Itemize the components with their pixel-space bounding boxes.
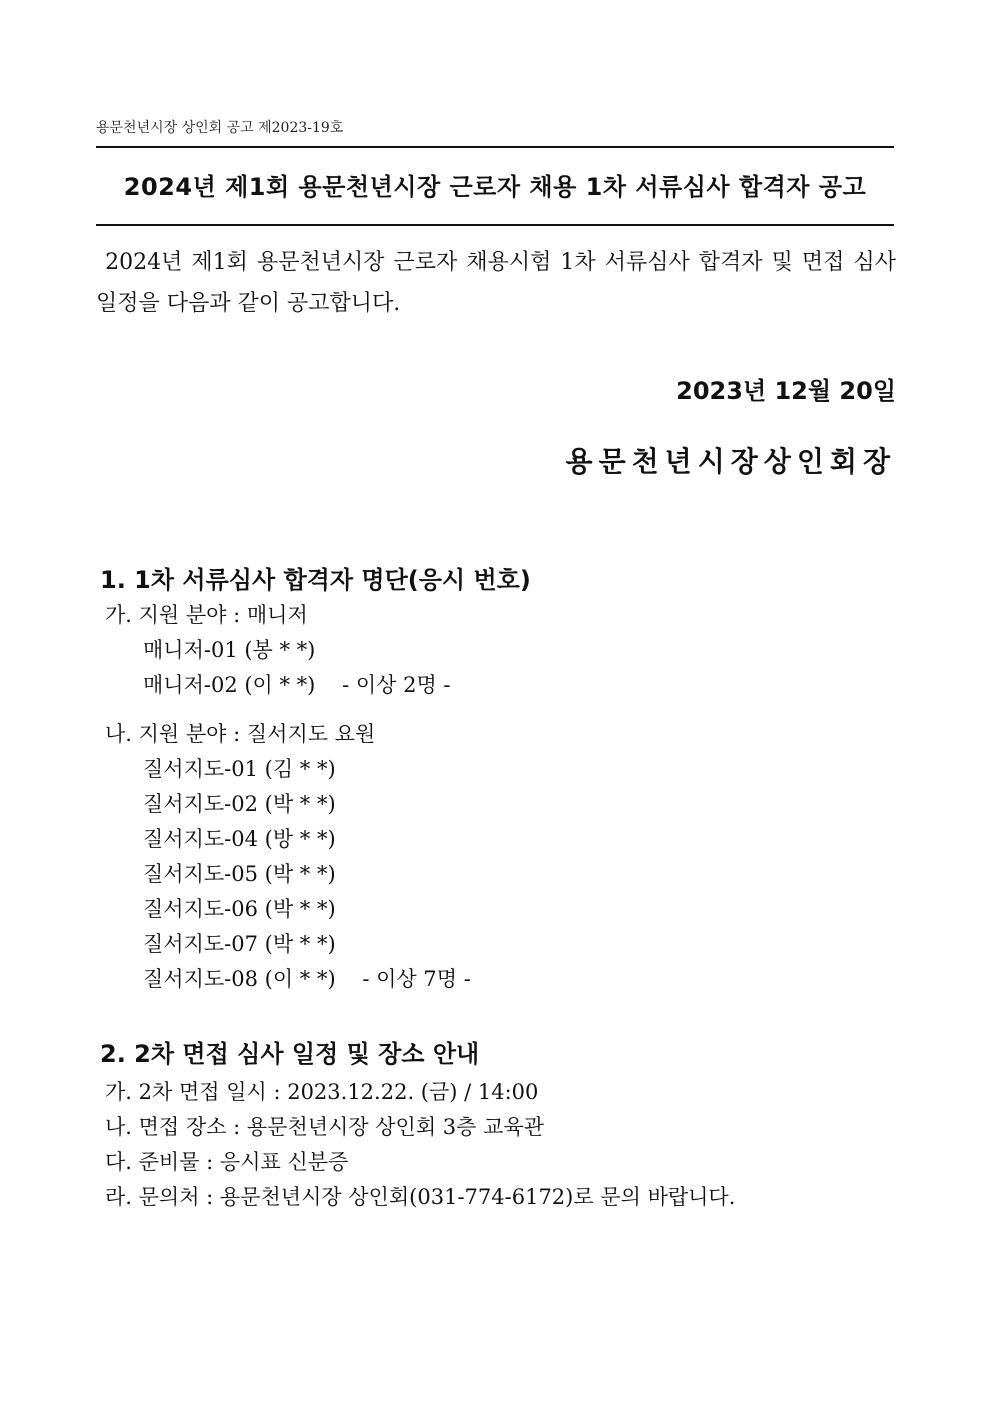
list-item: 질서지도-08 (이 * *) - 이상 7명 - — [143, 967, 471, 991]
list-item: 매니저-01 (봉 * *) — [143, 638, 316, 662]
interview-datetime: 가. 2차 면접 일시 : 2023.12.22. (금) / 14:00 — [105, 1080, 539, 1104]
contact-info: 라. 문의처 : 용문천년시장 상인회(031-774-6172)로 문의 바랍니다. — [105, 1185, 736, 1209]
top-divider — [96, 146, 894, 148]
section2-list — [105, 1075, 735, 1215]
issuer-signature: 용문천년시장상인회장 — [565, 445, 896, 478]
list-item: 질서지도-06 (박 * *) — [143, 897, 336, 921]
intro-paragraph — [96, 242, 896, 324]
group-label-manager: 가. 지원 분야 : 매니저 — [105, 603, 308, 627]
list-item: 질서지도-01 (김 * *) — [143, 757, 336, 781]
section1-list — [105, 598, 471, 997]
interview-location: 나. 면접 장소 : 용문천년시장 상인회 3층 교육관 — [105, 1115, 544, 1139]
list-item: 매니저-02 (이 * *) - 이상 2명 - — [143, 673, 451, 697]
intro-text: 2024년 제1회 용문천년시장 근로자 채용시험 1차 서류심사 합격자 및 면접 심사 일정을 다음과 같이 공고합니다. — [96, 250, 896, 316]
list-item: 질서지도-07 (박 * *) — [143, 932, 336, 956]
list-item: 질서지도-02 (박 * *) — [143, 792, 336, 816]
list-item: 질서지도-04 (방 * *) — [143, 827, 336, 851]
title-divider — [96, 224, 894, 226]
spacer — [105, 703, 471, 717]
section1-heading: 1. 1차 서류심사 합격자 명단(응시 번호) — [100, 566, 531, 594]
required-items: 다. 준비물 : 응시표 신분증 — [105, 1150, 349, 1174]
document-title: 2024년 제1회 용문천년시장 근로자 채용 1차 서류심사 합격자 공고 — [123, 173, 867, 201]
list-item: 질서지도-05 (박 * *) — [143, 862, 336, 886]
section2-heading: 2. 2차 면접 심사 일정 및 장소 안내 — [100, 1040, 480, 1068]
group-label-order-staff: 나. 지원 분야 : 질서지도 요원 — [105, 722, 376, 746]
notice-number: 용문천년시장 상인회 공고 제2023-19호 — [96, 120, 344, 136]
announcement-date: 2023년 12월 20일 — [676, 377, 896, 405]
